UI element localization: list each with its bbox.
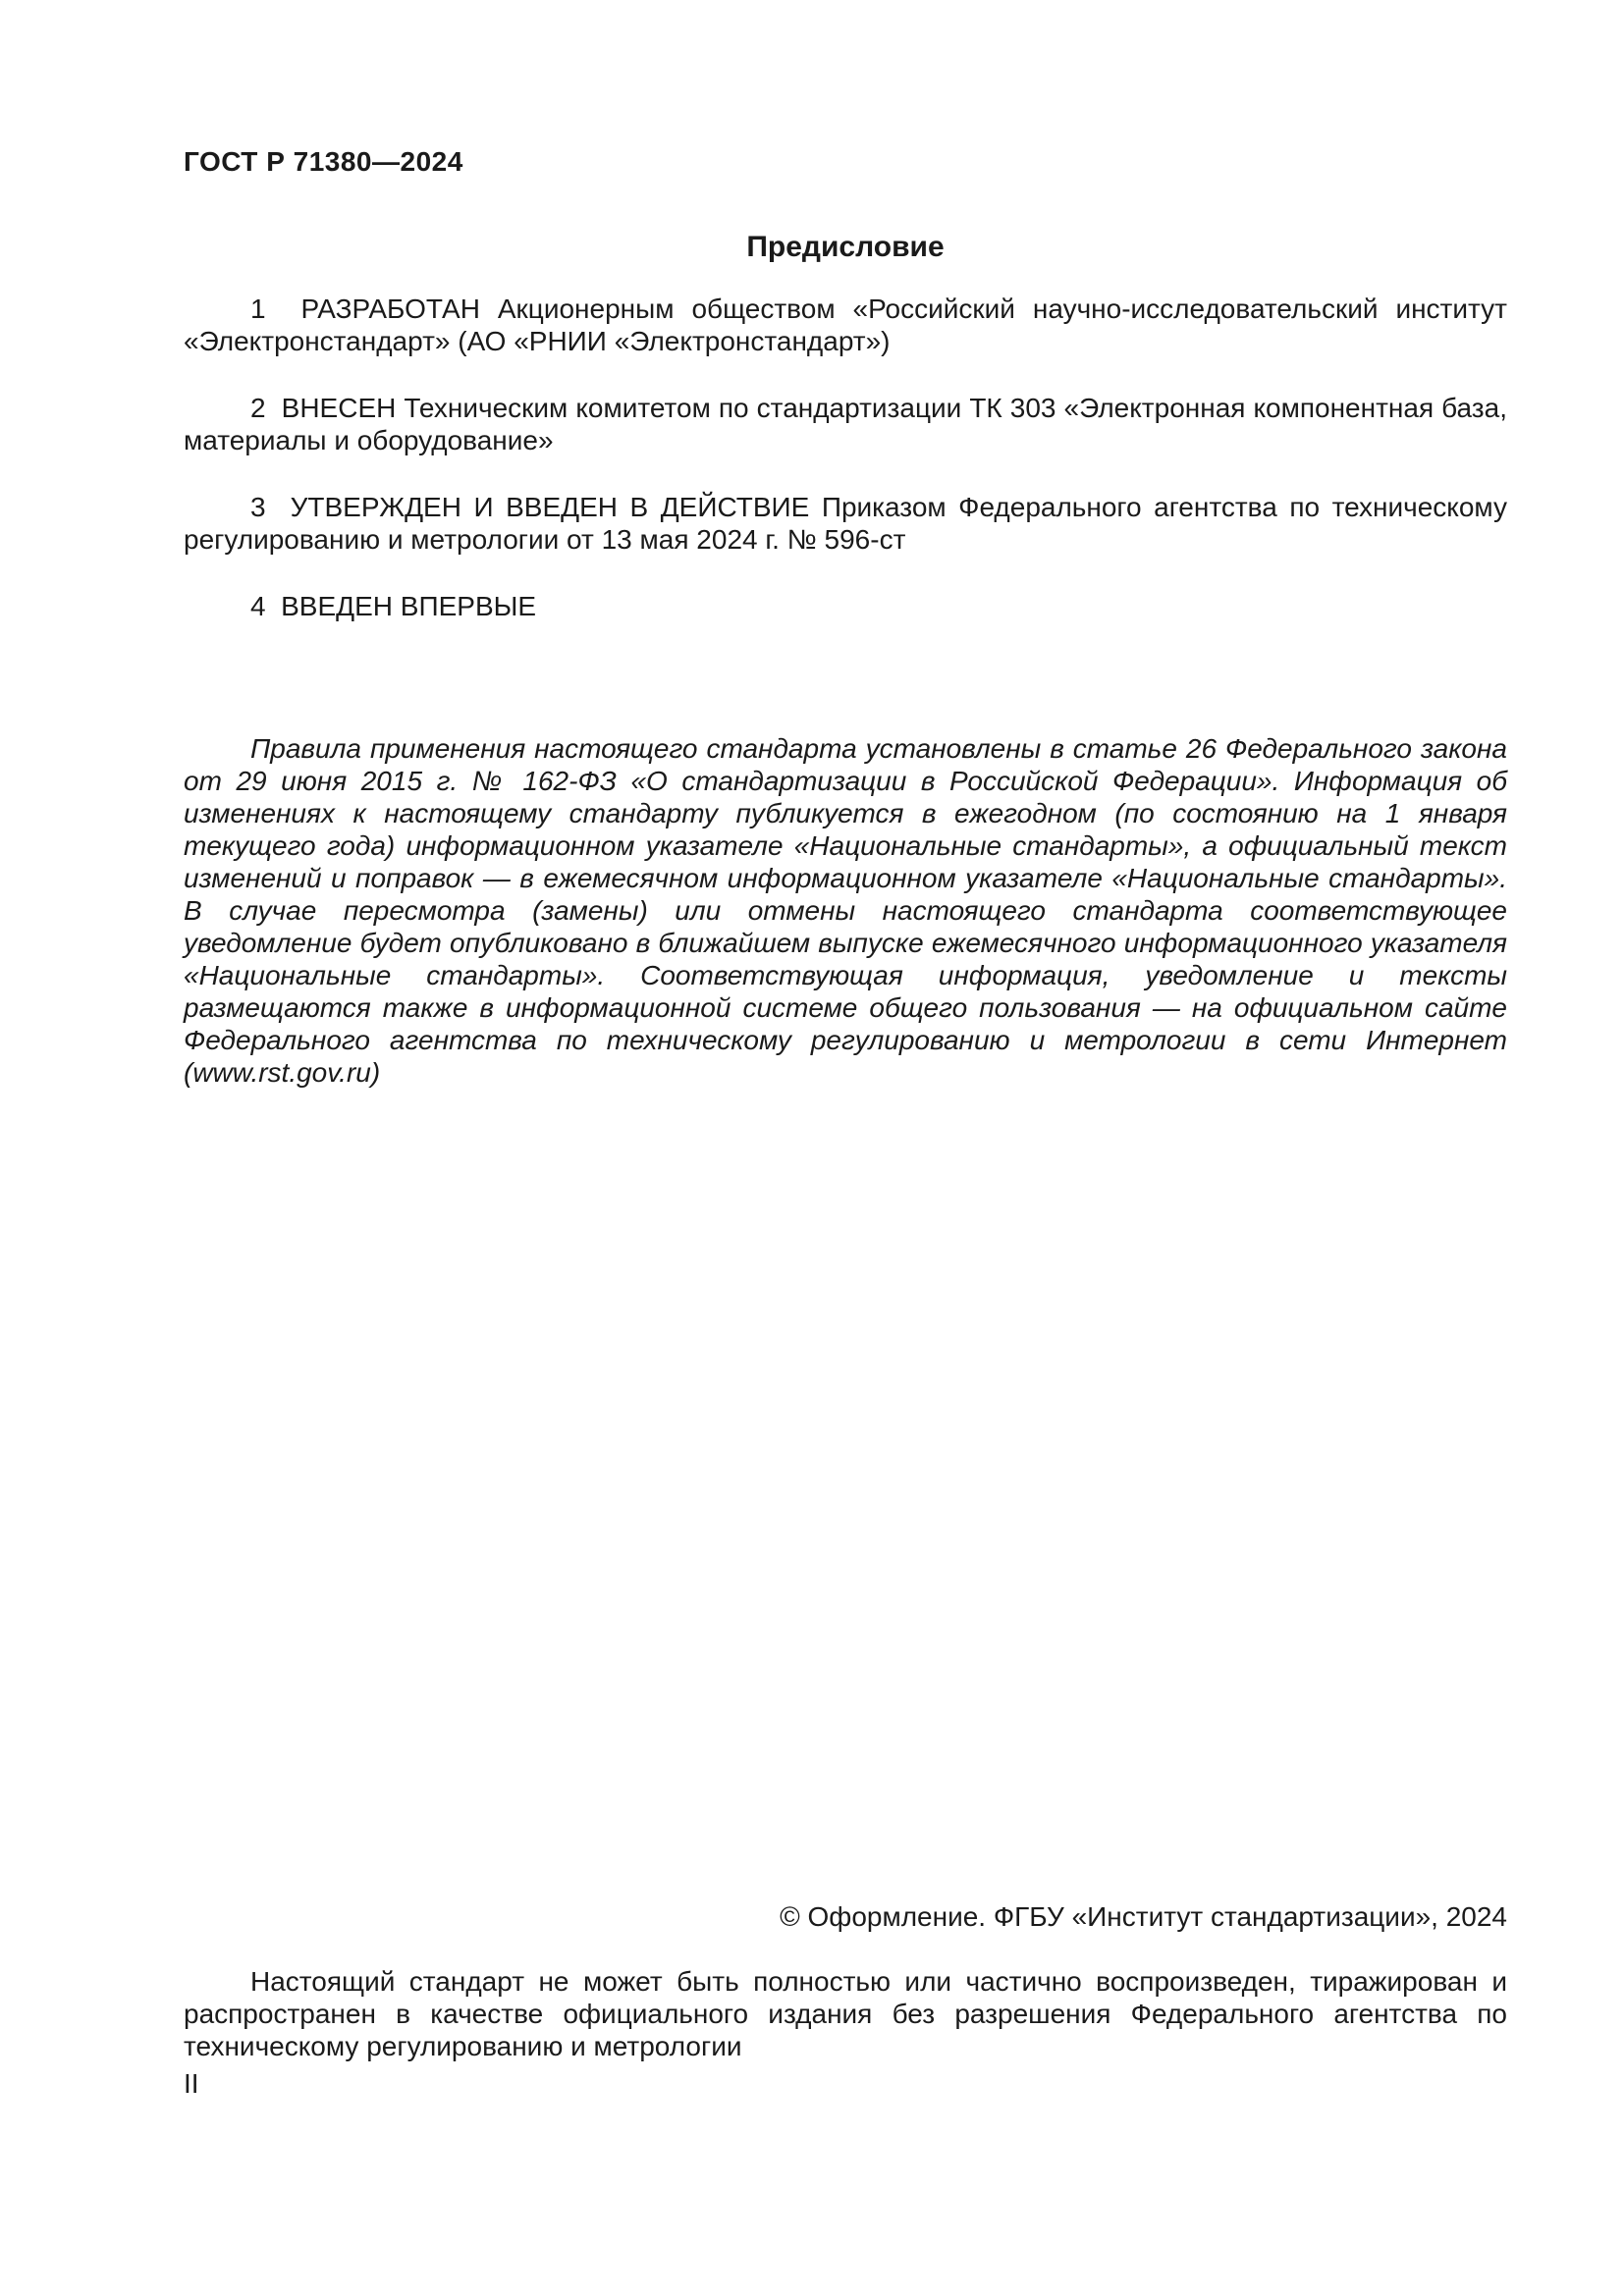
page-number: II [184, 2068, 199, 2099]
copyright-line: © Оформление. ФГБУ «Институт стандартизации», 2024 [780, 1901, 1507, 1932]
standard-designation: ГОСТ Р 71380—2024 [184, 146, 463, 177]
foreword-title: Предисловие [746, 231, 945, 263]
foreword-item-developed: 1 РАЗРАБОТАН Акционерным обществом «Российский научно-исследовательский институт «Электронстандарт» (АО «РНИИ «Электронстандарт») [184, 294, 1507, 356]
legal-notice-paragraph: Правила применения настоящего стандарта установлены в статье 26 Федерального закона от 29 июня 2015 г. № 162-ФЗ «О стандартизации в Российской Федерации». Информация об изменениях к настоящему стандарту публикуется в ежегодном (по состоянию на 1 января текущего года) информационном указателе «Национальные стандарты», а официальный текст изменений и поправок — в ежемесячном информационном указателе «Национальные стандарты». В случае пересмотра (замены) или отмены настоящего стандарта соответствующее уведомление будет опубликовано в ближайшем выпуске ежемесячного информационного указателя «Национальные стандарты». Соответствующая информация, уведомление и тексты размещаются также в информационной системе общего пользования — на официальном сайте Федерального агентства по техническому регулированию и метрологии в сети Интернет (www.rst.gov.ru) [184, 733, 1507, 1088]
foreword-item-approved: 3 УТВЕРЖДЕН И ВВЕДЕН В ДЕЙСТВИЕ Приказом Федерального агентства по техническому регулированию и метрологии от 13 мая 2024 г. № 596-ст [184, 492, 1507, 555]
reproduction-notice-paragraph: Настоящий стандарт не может быть полностью или частично воспроизведен, тиражирован и распространен в качестве официального издания без разрешения Федерального агентства по техническому регулированию и метрологии [184, 1966, 1507, 2061]
foreword-item-submitted: 2 ВНЕСЕН Техническим комитетом по стандартизации ТК 303 «Электронная компонентная база, материалы и оборудование» [184, 393, 1507, 455]
foreword-item-first-introduced: 4 ВВЕДЕН ВПЕРВЫЕ [250, 591, 537, 621]
